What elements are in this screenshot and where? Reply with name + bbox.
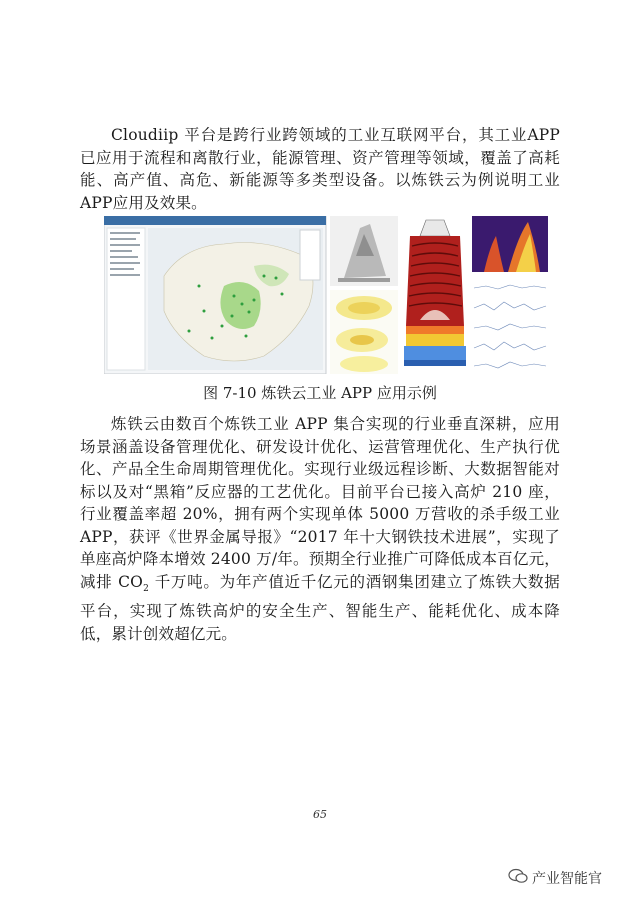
body-paragraph	[80, 413, 560, 645]
furnace-3d-model	[330, 216, 398, 286]
watermark-text: 产业智能官	[532, 871, 602, 887]
figure-image	[104, 216, 548, 374]
map-dashboard-screenshot	[104, 216, 326, 374]
co2-subscript: 2	[143, 583, 150, 594]
intro-paragraph: Cloudiip 平台是跨行业跨领域的工业互联网平台，其工业APP 已应用于流程和离散行业，能源管理、资产管理等领域，覆盖了高耗能、高产值、高危、新能源等多类型设备。以炼铁云为例说明工业APP应用及效果。	[80, 126, 560, 212]
body-text-part1: 炼铁云由数百个炼铁工业 APP 集合实现的行业垂直深耕，应用场景涵盖设备管理优化、研发设计优化、运营管理优化、生产执行优化、产品全生命周期管理优化。实现行业级远程诊断、大数据智能对标以及对“黑箱”反应器的工艺优化。目前平台已接入高炉 210 座，行业覆盖率超 20%，拥有两个实现单体 5000 万营收的杀手级工业 APP，获评《世界金属导报》“2017 年十大钢铁技术进展”，实现了单座高炉降本增效 2400 万/年。预期全行业推广可降低成本百亿元，减排 CO	[80, 415, 560, 591]
figure-caption: 图 7-10 炼铁云工业 APP 应用示例	[203, 384, 437, 402]
heatmap-and-trends	[472, 216, 548, 374]
furnace-cross-section	[402, 216, 468, 374]
thermal-charts	[330, 290, 398, 374]
wechat-icon	[508, 868, 528, 888]
body-text-part2: 千万吨。为年产值近千亿元的酒钢集团建立了炼铁大数据平台，实现了炼铁高炉的安全生产、智能生产、能耗优化、成本降低，累计创效超亿元。	[80, 572, 560, 643]
watermark	[508, 868, 602, 888]
figure-7-10	[104, 216, 548, 374]
page-number: 65	[313, 808, 327, 821]
